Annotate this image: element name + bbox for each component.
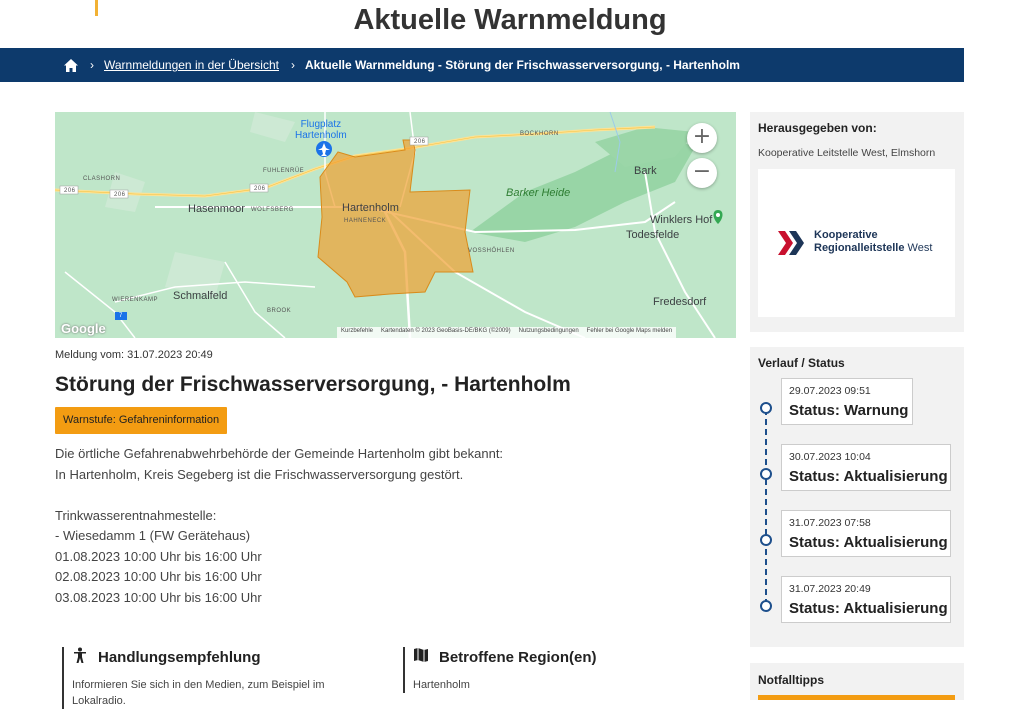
page-title: Aktuelle Warnmeldung [353,4,667,36]
attrib-terms[interactable]: Nutzungsbedingungen [518,328,579,334]
google-logo[interactable]: Google [61,321,106,336]
warning-map[interactable] [55,112,736,338]
map-label-winklers-hof: Winklers Hof [650,214,713,226]
map-label-hasenmoor: Hasenmoor [188,203,245,215]
map-label-hahneneck: HAHNENECK [344,218,387,224]
chevron-right-icon: › [290,58,295,72]
publisher-logo-text: Kooperative Regionalleitstelle West [814,229,933,254]
warning-text-line: 03.08.2023 10:00 Uhr bis 16:00 Uhr [55,589,262,605]
breadcrumb-bar [0,48,964,82]
map-label-hartenholm: Hartenholm [342,202,399,214]
map-label-vosshoehlen: VOSSHÖHLEN [468,248,515,254]
warning-text-line: In Hartenholm, Kreis Segeberg ist die Frischwasserversorgung gestört. [55,466,464,482]
regionen-section [403,647,723,693]
map-label-barker-heide: Barker Heide [506,187,571,199]
warning-text-line: Die örtliche Gefahrenabwehrbehörde der Gemeinde Hartenholm gibt bekannt: [55,446,504,461]
timeline-dot [760,402,772,414]
tips-accent-bar[interactable] [758,695,955,700]
road-label: 206 [114,192,126,198]
map-label-flugplatz: Flugplatz Hartenholm [295,119,347,141]
publisher-name: Kooperative Leitstelle West, Elmshorn [758,147,936,159]
attrib-mapdata: Kartendaten © 2023 GeoBasis-DE/BKG (©2009) [381,328,511,334]
warning-description [55,444,715,608]
attrib-shortcuts[interactable]: Kurzbefehle [341,328,374,334]
attrib-report[interactable]: Fehler bei Google Maps melden [586,328,673,334]
timeline-entry[interactable]: 31.07.2023 20:49 Status: Aktualisierung [781,576,951,623]
zoom-in-button[interactable]: + [687,123,717,153]
map-label-bockhorn: BOCKHORN [520,131,559,137]
map-canvas [55,112,736,338]
map-label-fredesdorf: Fredesdorf [653,296,707,308]
publisher-heading: Herausgegeben von: [758,121,877,135]
breadcrumb-link-overview[interactable]: Warnmeldungen in der Übersicht [104,58,279,72]
breadcrumb [64,48,740,82]
notfalltipps-box [750,663,964,700]
warning-text-line [55,485,715,506]
map-attribution [337,327,676,338]
timeline-dot [760,534,772,546]
timeline-entry[interactable]: 29.07.2023 09:51 Status: Warnung [781,378,913,425]
status-timeline [750,347,964,647]
map-label-bark: Bark [634,165,657,177]
warning-text-line: 01.08.2023 10:00 Uhr bis 16:00 Uhr [55,548,262,564]
warning-date: Meldung vom: 31.07.2023 20:49 [55,349,213,361]
warning-text-line: 02.08.2023 10:00 Uhr bis 16:00 Uhr [55,569,262,584]
map-label-schmalfeld: Schmalfeld [173,290,228,302]
map-label-clashorn: CLASHORN [83,176,121,182]
map-label-brook: BROOK [267,308,292,314]
chevron-right-icon: › [90,58,94,72]
map-label-wierenkamp: WIERENKAMP [112,297,159,303]
timeline-heading: Verlauf / Status [758,356,845,370]
warning-text-line: Trinkwasserentnahmestelle: [55,507,217,523]
map-label-fuhlenrue: FUHLENRÜE [263,168,305,174]
warning-text-line: - Wiesedamm 1 (FW Gerätehaus) [55,528,251,543]
map-icon [413,647,429,667]
road-label: 206 [414,139,426,145]
road-label: 206 [64,188,76,194]
handlungsempfehlung-section [62,647,382,709]
breadcrumb-current: Aktuelle Warnmeldung - Störung der Frischwasserversorgung, - Hartenholm [304,58,740,72]
map-label-wolfsberg: WOLFSBERG [251,207,294,213]
chevrons-logo-icon [778,231,810,255]
section-text: Hartenholm [413,679,470,691]
tips-heading: Notfalltipps [758,673,824,687]
section-text: Informieren Sie sich in den Medien, zum Beispiel im Lokalradio. [72,679,325,707]
timeline-entry[interactable]: 31.07.2023 07:58 Status: Aktualisierung [781,510,951,557]
timeline-dot [760,468,772,480]
home-icon[interactable] [64,59,78,72]
timeline-dot [760,600,772,612]
section-title: Handlungsempfehlung [98,648,261,666]
road-label: 7 [119,313,123,319]
zoom-out-button[interactable]: − [687,158,717,188]
section-title: Betroffene Region(en) [439,648,597,666]
map-label-todesfelde: Todesfelde [626,229,680,241]
publisher-logo [758,169,955,317]
warning-title: Störung der Frischwasserversorgung, - Hartenholm [55,373,571,396]
person-icon [72,647,88,667]
timeline-entry[interactable]: 30.07.2023 10:04 Status: Aktualisierung [781,444,951,491]
road-label: 206 [254,186,266,192]
timeline-line [765,409,767,605]
warning-level-badge: Warnstufe: Gefahreninformation [55,407,227,434]
publisher-box [750,112,964,332]
